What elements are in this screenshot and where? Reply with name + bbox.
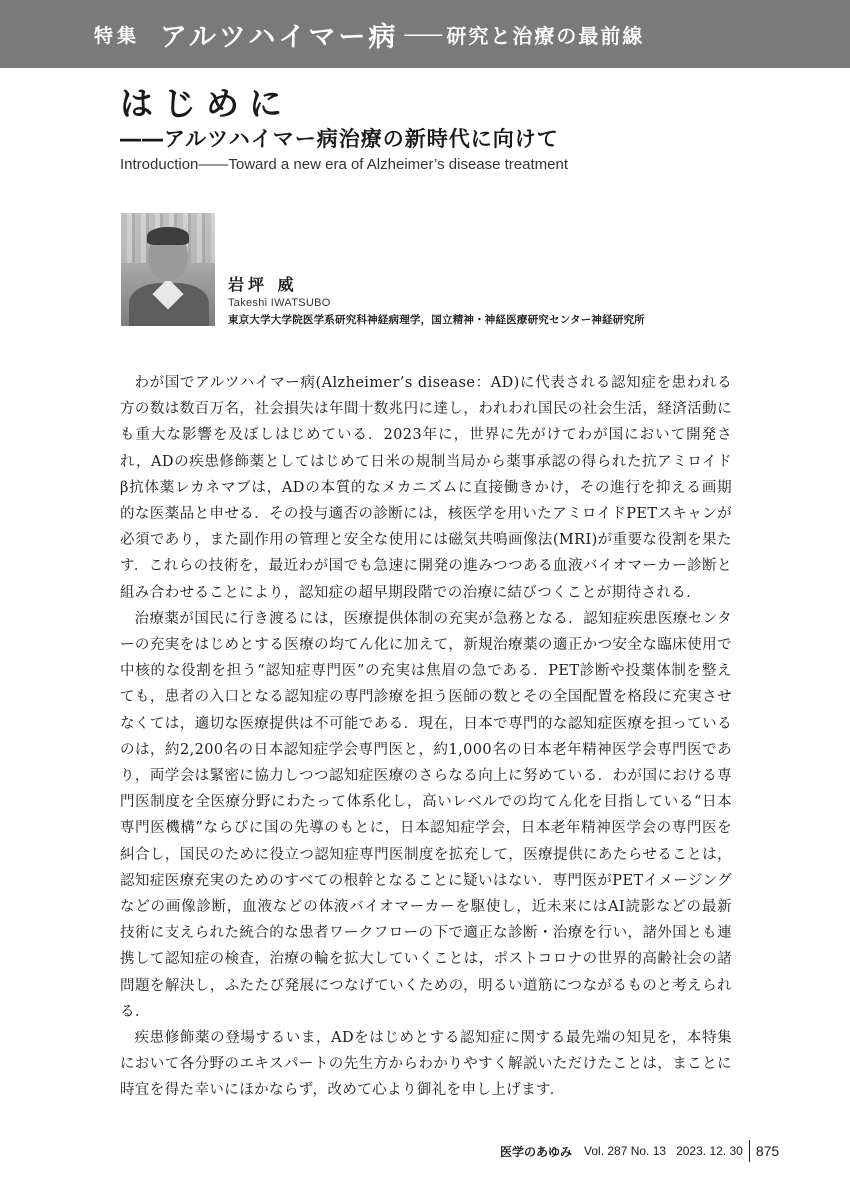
english-title: Introduction――Toward a new era of Alzheimer’s disease treatment xyxy=(120,156,569,173)
special-feature-label: 特集 xyxy=(94,24,141,47)
paragraph-3: 疾患修飾薬の登場するいま，ADをはじめとする認知症に関する最先端の知見を，本特集において各分野のエキスパートの先生方からわかりやすく解説いただけたことは，まことに時宜を得た幸いにほかならず，改めて心より御礼を申し上げます． xyxy=(120,1030,732,1099)
issue-date: 2023. 12. 30 xyxy=(676,1144,743,1158)
page-number: 875 xyxy=(755,1143,780,1159)
author-affiliation: 東京大学大学院医学系研究科神経病理学，国立精神・神経医療研究センター神経研究所 xyxy=(228,314,645,326)
article-title: はじめに xyxy=(120,84,292,123)
article-subtitle: ――アルツハイマー病治療の新時代に向けて xyxy=(120,127,559,151)
title-block xyxy=(120,84,568,176)
article-body xyxy=(120,370,732,1104)
feature-theme: アルツハイマー病 xyxy=(160,21,399,53)
paragraph-2: 治療薬が国民に行き渡るには，医療提供体制の充実が急務となる．認知症疾患医療センターの充実をはじめとする医療の均てん化に加えて，新規治療薬の適正かつ安全な臨床使用で中核的な役割を担う“認知症専門医”の充実は焦眉の急である．PET診断や投薬体制を整えても，患者の入口となる認知症の専門診療を担う医師の数とその全国配置を格段に充実させなくては，適切な医療提供は不可能である．現在，日本で専門的な認知症医療を担っているのは，約2,200名の日本認知症学会専門医と，約1,000名の日本老年精神医学会専門医であり，両学会は緊密に協力しつつ認知症医療のさらなる向上に努めている．わが国における専門医制度を全医療分野にわたって体系化し，高いレベルでの均てん化を目指している“日本専門医機構”ならびに国の先導のもとに，日本認知症学会，日本老年精神医学会の専門医を糾合し，国民のために役立つ認知症専門医制度を拡充して，医療提供にあたらせることは，認知症医療充実のためのすべての根幹となることに疑いはない．専門医がPETイメージングなどの画像診断，血液などの体液バイオマーカーを駆使し，近未来にはAI読影などの最新技術に支えられた統合的な患者ワークフローの下で適正な診断・治療を行い，諸外国とも連携して認知症の検査，治療の輪を拡大していくことは，ポストコロナの世界的高齢社会の諸問題を解決し，ふたたび発展につなげていくための，明るい道筋につながるものと考えられる． xyxy=(120,610,732,1020)
series-banner xyxy=(0,0,850,68)
photo-hair xyxy=(147,227,189,245)
author-photo xyxy=(121,213,215,326)
author-block xyxy=(228,275,645,329)
author-name-en: Takeshi IWATSUBO xyxy=(228,297,331,309)
theme-dash: ―― xyxy=(404,22,441,46)
feature-subtheme: 研究と治療の最前線 xyxy=(446,23,645,48)
page-footer xyxy=(500,1140,779,1162)
volume-number: Vol. 287 No. 13 xyxy=(584,1144,667,1158)
footer-divider xyxy=(749,1140,750,1162)
paragraph-1: わが国でアルツハイマー病(Alzheimer’s disease：AD)に代表される認知症を患われる方の数は数百万名，社会損失は年間十数兆円に達し，われわれ国民の社会生活，経済活動にも重大な影響を及ぼしはじめている．2023年に，世界に先がけてわが国において開発され，ADの疾患修飾薬としてはじめて日米の規制当局から薬事承認の得られた抗アミロイドβ抗体薬レカネマブは，ADの本質的なメカニズムに直接働きかけ，その進行を抑える画期的な医薬品と申せる．その投与適否の診断には，核医学を用いたアミロイドPETスキャンが必須であり，また副作用の管理と安全な使用には磁気共鳴画像法(MRI)が重要な役割を果たす．これらの技術を，最近わが国でも急速に開発の進みつつある血液バイオマーカー診断と組み合わせることにより，認知症の超早期段階での治療に結びつくことが期待される． xyxy=(120,375,732,601)
journal-name: 医学のあゆみ xyxy=(500,1144,573,1159)
author-name: 岩坪 威 xyxy=(228,275,298,294)
